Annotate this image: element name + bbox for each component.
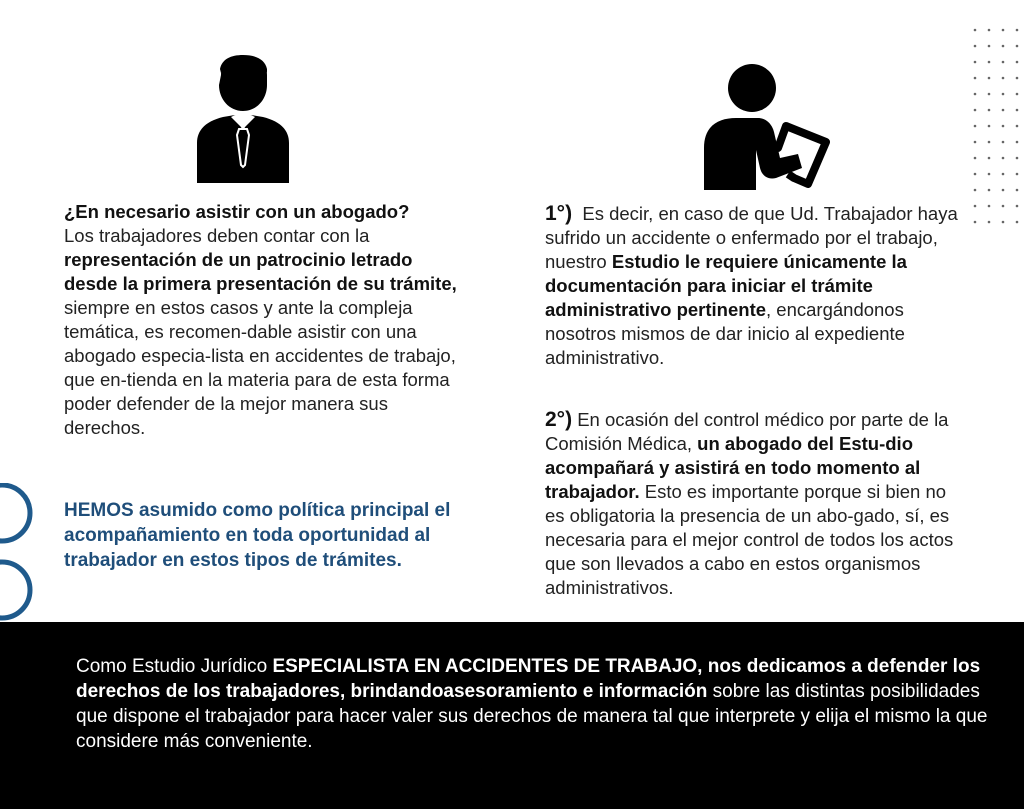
item-1-bold: Estudio le requiere únicamente la documentación para iniciar el trámite administrativo pertinente bbox=[545, 251, 907, 320]
footer-banner bbox=[0, 622, 1024, 809]
question-heading: ¿En necesario asistir con un abogado? bbox=[64, 201, 410, 222]
left-text-1: Los trabajadores deben contar con la bbox=[64, 225, 370, 246]
item-1-text: Es decir, en caso de que Ud. Trabajador haya sufrido un accidente o enfermado por el trabajo, nuestro bbox=[545, 203, 958, 272]
item-2-bold: un abogado del Estu-dio acompañará y asistirá en todo momento al trabajador. bbox=[545, 433, 921, 502]
reading-document-icon bbox=[700, 62, 830, 190]
item-2-text-end: Esto es importante porque si bien no es obligatoria la presencia de un abo-gado, sí, es necesaria para el mejor control de todos los actos que son llevados a cabo en estos organismos administrativos. bbox=[545, 481, 954, 598]
left-column bbox=[64, 200, 464, 440]
item-1-number: 1°) bbox=[545, 202, 573, 225]
lawyer-icon bbox=[195, 55, 291, 183]
left-text-2: siempre en estos casos y ante la compleja temática, es recomen-dable asistir con una abogado especia-lista en accidentes de trabajo, que en-tienda en la materia para de esta forma poder defender de la mejor manera sus derechos. bbox=[64, 297, 456, 438]
footer-text-bold: ESPECIALISTA EN ACCIDENTES DE TRABAJO, nos dedicamos a defender los derechos de los trabajadores, brindandoasesoramiento e información bbox=[76, 656, 981, 702]
item-1 bbox=[545, 202, 965, 370]
left-text-bold: representación de un patrocinio letrado desde la primera presentación de su trámite, bbox=[64, 249, 457, 294]
left-paragraph bbox=[64, 200, 464, 440]
item-2-number: 2°) bbox=[545, 408, 573, 431]
item-2-text: En ocasión del control médico por parte de la Comisión Médica, bbox=[545, 409, 949, 454]
dot-pattern-decoration bbox=[972, 26, 1024, 236]
footer-text bbox=[76, 654, 996, 754]
item-2 bbox=[545, 408, 965, 600]
footer-text-2: sobre las distintas posibilidades que dispone el trabajador para hacer valer sus derechos de manera tal que interprete y elija el mismo la que considere más conveniente. bbox=[76, 681, 988, 752]
item-1-text-end: , encargándonos nosotros mismos de dar inicio al expediente administrativo. bbox=[545, 299, 905, 368]
right-column bbox=[545, 202, 965, 600]
footer-text-1: Como Estudio Jurídico bbox=[76, 656, 268, 677]
policy-highlight: HEMOS asumido como política principal el acompañamiento en toda oportunidad al trabajador en estos tipos de trámites. bbox=[64, 500, 451, 571]
